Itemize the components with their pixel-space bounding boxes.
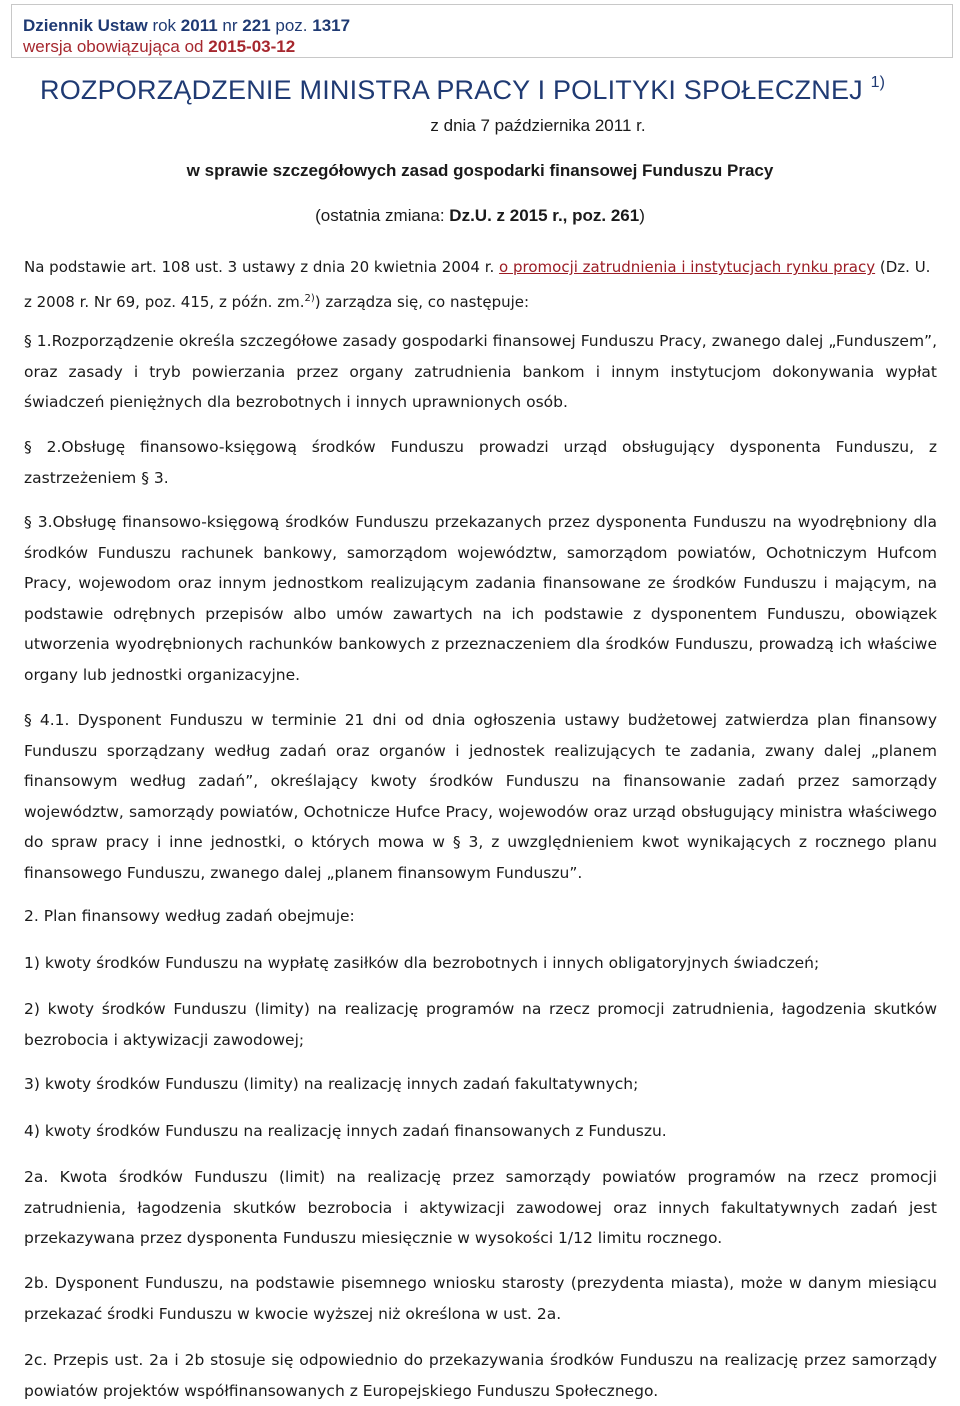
document-title-text: ROZPORZĄDZENIE MINISTRA PRACY I POLITYKI SPOŁECZNEJ — [40, 75, 863, 105]
paragraph-label: § 1. — [24, 332, 52, 350]
list-item-4 — [24, 1116, 937, 1147]
paragraph-text: 2c. Przepis ust. 2a i 2b stosuje się odpowiednio do przekazywania środków Funduszu na realizację przez samorządy powiatów projektów współfinansowanych z Europejskiego Funduszu Społecznego. — [24, 1351, 937, 1400]
paragraph-text: Dysponent Funduszu w terminie 21 dni od dnia ogłoszenia ustawy budżetowej zatwierdza plan finansowy Funduszu sporządzany według zadań oraz organów i jednostek realizujących te zadania, zwany dalej „planem finansowym według zadań”, określający kwoty środków Funduszu na finansowanie zadań przez samorządy województw, samorządy powiatów, Ochotnicze Hufce Pracy, wojewodów oraz urząd obsługujący ministra właściwego do spraw pracy i inne jednostki, o których mowa w § 3, z uwzględnieniem kwot wynikających z rocznego planu finansowego Funduszu, zwanego dalej „planem finansowym Funduszu”. — [24, 711, 937, 882]
paragraph-text: 2b. Dysponent Funduszu, na podstawie pisemnego wniosku starosty (prezydenta miasta), może w danym miesiącu przekazać środki Funduszu w kwocie wyższej niż określona w ust. 2a. — [24, 1274, 937, 1323]
paragraph-4-2a — [24, 1162, 937, 1254]
last-change-suffix: ) — [639, 206, 645, 225]
paragraph-text: 2a. Kwota środków Funduszu (limit) na realizację przez samorządy powiatów programów na rzecz promocji zatrudnienia, łagodzenia skutków bezrobocia i aktywizacji zawodowej oraz innych fakultatywnych zadań jest przekazywana przez dysponenta Funduszu miesięcznie w wysokości 1/12 limitu rocznego. — [24, 1168, 937, 1247]
paragraph-label: § 3. — [24, 513, 53, 531]
basis-mid: (Dz. U. z 2008 r. Nr 69, poz. 415, z późn. zm. — [24, 258, 931, 311]
document-date: z dnia 7 października 2011 r. — [430, 116, 646, 135]
journal-year: 2011 — [180, 16, 218, 35]
paragraph-4-2 — [24, 901, 937, 932]
poz-word: poz. — [275, 16, 308, 35]
paragraph-label: § 2. — [24, 438, 62, 456]
rok-word: rok — [152, 16, 177, 35]
version-info — [23, 36, 295, 58]
paragraph-text: 2. Plan finansowy według zadań obejmuje: — [24, 907, 355, 925]
paragraph-label: § 4.1. — [24, 711, 70, 729]
document-title — [40, 66, 885, 107]
version-label: wersja obowiązująca od — [23, 37, 204, 56]
act-link[interactable]: o promocji zatrudnienia i instytucjach rynku pracy — [499, 258, 876, 276]
journal-name: Dziennik Ustaw — [23, 16, 148, 35]
journal-position: 1317 — [312, 16, 351, 35]
paragraph-1 — [24, 326, 937, 418]
last-change-prefix: (ostatnia zmiana: — [315, 206, 450, 225]
journal-number: 221 — [242, 16, 271, 35]
list-item-text: 4) kwoty środków Funduszu na realizację innych zadań finansowanych z Funduszu. — [24, 1122, 667, 1140]
last-change-reference: Dz.U. z 2015 r., poz. 261 — [449, 206, 640, 225]
paragraph-text: Obsługę finansowo-księgową środków Funduszu przekazanych przez dysponenta Funduszu na wyodrębniony dla środków Funduszu rachunek bankowy, samorządom województw, samorządom powiatów, Ochotniczym Hufcom Pracy, wojewodom oraz innym jednostkom realizującym zadania finansowane ze środków Funduszu i mającym, na podstawie odrębnych przepisów albo umów zawartych na ich podstawie z dysponentem Funduszu, obowiązek utworzenia wyodrębnionych rachunków bankowych z przeznaczeniem dla środków Funduszu, prowadzą ich właściwe organy lub jednostki organizacyjne. — [24, 513, 937, 684]
list-item-1 — [24, 948, 937, 979]
list-item-text: 2) kwoty środków Funduszu (limity) na realizację programów na rzecz promocji zatrudnienia, łagodzenia skutków bezrobocia i aktywizacji zawodowej; — [24, 1000, 937, 1049]
list-item-text: 3) kwoty środków Funduszu (limity) na realizację innych zadań fakultatywnych; — [24, 1075, 639, 1093]
legal-basis — [24, 252, 939, 318]
paragraph-4-2c — [24, 1345, 937, 1406]
basis-footnote[interactable]: 2) — [304, 293, 315, 304]
title-footnote[interactable]: 1) — [870, 74, 886, 91]
paragraph-text: Obsługę finansowo-księgową środków Funduszu prowadzi urząd obsługujący dysponenta Funduszu, z zastrzeżeniem § 3. — [24, 438, 937, 487]
basis-suffix: ) zarządza się, co następuje: — [314, 293, 530, 311]
document-subject: w sprawie szczegółowych zasad gospodarki finansowej Funduszu Pracy — [186, 161, 774, 180]
paragraph-4-1 — [24, 705, 937, 888]
journal-reference — [23, 15, 350, 37]
list-item-3 — [24, 1069, 937, 1100]
last-change — [0, 206, 960, 226]
paragraph-text: Rozporządzenie określa szczegółowe zasady gospodarki finansowej Funduszu Pracy, zwanego dalej „Funduszem”, oraz zasady i tryb powierzania przez organy zatrudnienia bankom i innym instytucjom dokonywania wypłat świadczeń pieniężnych dla bezrobotnych i innych uprawnionych osób. — [24, 332, 938, 411]
list-item-text: 1) kwoty środków Funduszu na wypłatę zasiłków dla bezrobotnych i innych obligatoryjnych świadczeń; — [24, 954, 820, 972]
list-item-2 — [24, 994, 937, 1055]
basis-prefix: Na podstawie art. 108 ust. 3 ustawy z dnia 20 kwietnia 2004 r. — [24, 258, 500, 276]
paragraph-4-2b — [24, 1268, 937, 1329]
version-date: 2015-03-12 — [208, 37, 296, 56]
paragraph-3 — [24, 507, 937, 690]
document-header-box — [11, 4, 953, 58]
nr-word: nr — [222, 16, 238, 35]
paragraph-2 — [24, 432, 937, 493]
